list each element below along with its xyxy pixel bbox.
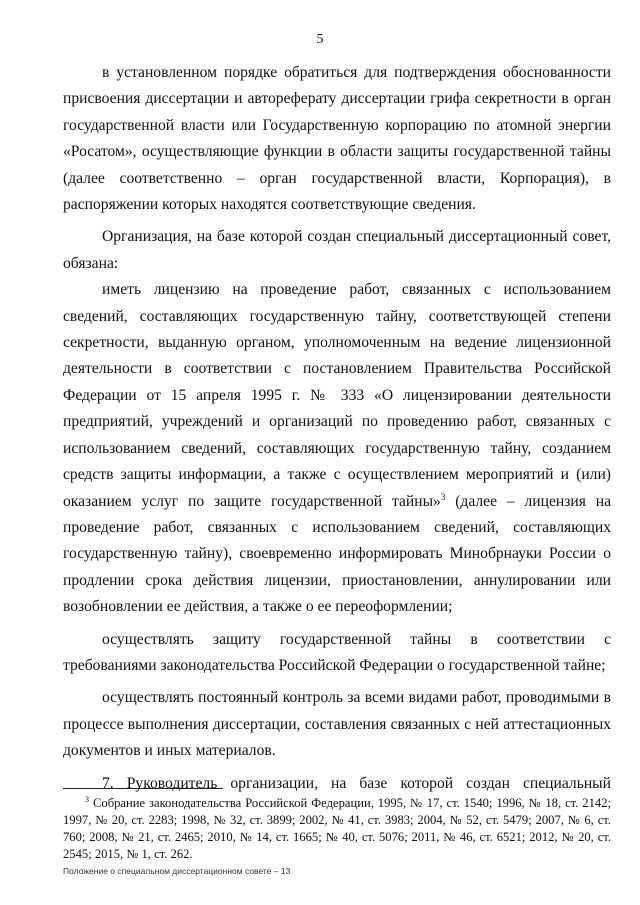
footnote-reference[interactable]: 3: [440, 491, 446, 502]
paragraph-1: в установленном порядке обратиться для подтверждения обоснованности присвоения диссертации и автореферату диссертации грифа секретности в орган государственной власти или Государственную корпорацию по атомной энергии «Росатом», осуществляющие функции в области защиты государственной тайны (далее соответственно – орган государственной власти, Корпорация), в распоряжении которых находятся соответствующие сведения.: [63, 64, 611, 214]
page-number: 5: [316, 32, 324, 47]
paragraph-2: Организация, на базе которой создан специальный диссертационный совет, обязана:: [63, 228, 611, 272]
paragraph-4: осуществлять защиту государственной тайны в соответствии с требованиями законодательства Российской Федерации о государственной тайне;: [63, 630, 611, 674]
footnote-text: Собрание законодательства Российской Федерации, 1995, № 17, ст. 1540; 1996, № 18, ст. 2142; 1997, № 20, ст. 2283; 1998, № 32, ст. 3899; 2002, № 41, ст. 3983; 2004, № 52, ст. 5479; 2007, № 6, ст. 760; 2008, № 21, ст. 2465; 2010, № 14, ст. 1665; № 40, ст. 5076; 2011, № 46, ст. 6521; 2012, № 20, ст. 2545; 2015, № 1, ст. 262.: [63, 796, 611, 861]
footnote-divider: [63, 788, 223, 789]
paragraph-6: 7. Руководитель организации, на базе которой создан специальный: [102, 774, 611, 792]
paragraph-3-text: иметь лицензию на проведение работ, связанных с использованием сведений, составляющих государственную тайну, соответствующей степени секретности, выданную органом, уполномоченным на ведение лицензионной деятельности в соответствии с постановлением Правительства Российской Федерации от 15 апреля 1995 г. № 333 «О лицензировании деятельности предприятий, учреждений и организаций по проведению работ, связанных с использованием сведений, составляющих государственную тайну, созданием средств защиты информации, а также с осуществлением мероприятий и (или) оказанием услуг по защите государственной тайны»: [63, 281, 611, 510]
paragraph-5: осуществлять постоянный контроль за всеми видами работ, проводимыми в процессе выполнения диссертации, составления связанных с ней аттестационных документов и иных материалов.: [63, 689, 611, 760]
document-body: [63, 60, 611, 797]
page-footer: Положение о специальном диссертационном совете – 13: [63, 866, 291, 876]
footnote-number: 3: [85, 794, 89, 804]
footnote: [63, 795, 611, 863]
paragraph-3: [63, 277, 611, 620]
paragraph-3-continuation: (далее – лицензия на проведение работ, связанных с использованием сведений, составляющих государственную тайну), своевременно информировать Минобрнауки России о продлении срока действия лицензии, приостановлении, аннулировании или возобновлении ее действия, а также о ее переоформлении;: [63, 492, 612, 616]
